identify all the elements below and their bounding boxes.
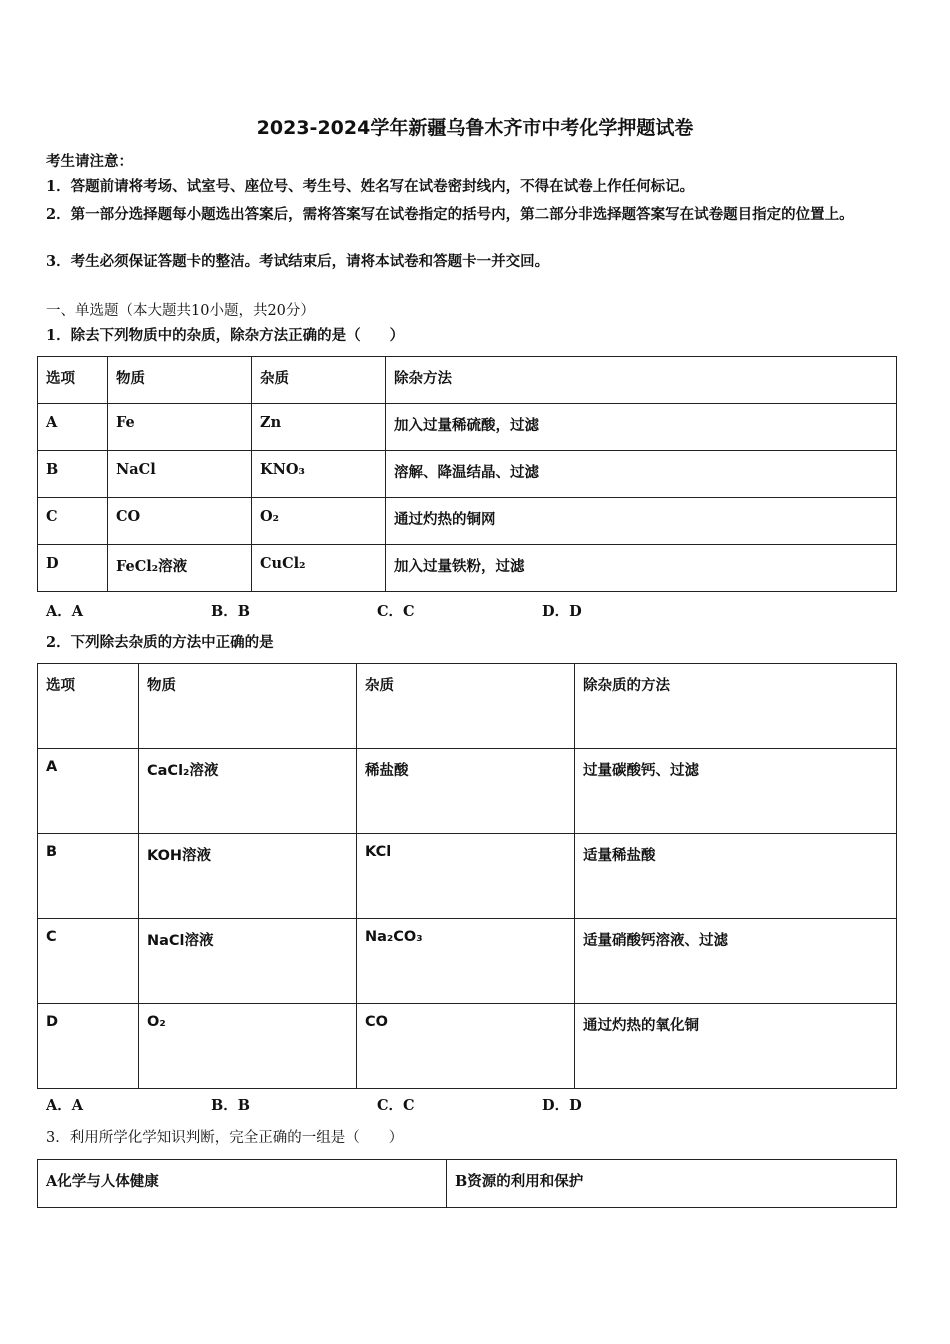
table-cell: Na₂CO₃ (357, 919, 575, 1004)
header-cell: 选项 (38, 664, 139, 749)
table-cell: Zn (252, 404, 386, 451)
table-cell: 适量硝酸钙溶液、过滤 (575, 919, 897, 1004)
table-cell: 稀盐酸 (357, 749, 575, 834)
option-c[interactable]: C．C (377, 1097, 415, 1114)
table-row (38, 545, 897, 592)
table-row (38, 404, 897, 451)
header-cell: 选项 (38, 357, 108, 404)
table-header-row (38, 357, 897, 404)
table-cell: B (38, 451, 108, 498)
section-heading: 一、单选题（本大题共10小题，共20分） (46, 303, 315, 319)
header-cell: 除杂质的方法 (575, 664, 897, 749)
option-d[interactable]: D．D (542, 1097, 582, 1114)
table-cell: 加入过量稀硫酸，过滤 (386, 404, 897, 451)
table-row (38, 1160, 897, 1208)
question-1-stem: 1．除去下列物质中的杂质，除杂方法正确的是（ ） (46, 327, 405, 344)
question-3-table (37, 1159, 897, 1208)
notice-label: 考生请注意： (46, 153, 133, 170)
notice-item-1: 1．答题前请将考场、试室号、座位号、考生号、姓名写在试卷密封线内，不得在试卷上作任何标记。 (46, 178, 695, 195)
option-c[interactable]: C．C (377, 603, 415, 620)
table-header-row (38, 664, 897, 749)
table-cell: FeCl₂溶液 (108, 545, 252, 592)
table-cell: O₂ (139, 1004, 357, 1089)
table-cell: A化学与人体健康 (38, 1160, 447, 1208)
notice-item-2: 2．第一部分选择题每小题选出答案后，需将答案写在试卷指定的括号内，第二部分非选择题答案写在试卷题目指定的位置上。 (46, 206, 854, 223)
table-cell: KCl (357, 834, 575, 919)
table-cell: CO (108, 498, 252, 545)
table-cell: 溶解、降温结晶、过滤 (386, 451, 897, 498)
table-cell: D (38, 1004, 139, 1089)
header-cell: 物质 (139, 664, 357, 749)
notice-item-3: 3．考生必须保证答题卡的整洁。考试结束后，请将本试卷和答题卡一并交回。 (46, 253, 550, 270)
table-cell: B (38, 834, 139, 919)
table-cell: CuCl₂ (252, 545, 386, 592)
header-cell: 杂质 (252, 357, 386, 404)
question-3-stem: 3．利用所学化学知识判断，完全正确的一组是（ ） (46, 1130, 404, 1146)
table-cell: NaCl (108, 451, 252, 498)
table-cell: C (38, 498, 108, 545)
table-cell: O₂ (252, 498, 386, 545)
option-d[interactable]: D．D (542, 603, 582, 620)
header-cell: 除杂方法 (386, 357, 897, 404)
table-cell: A (38, 404, 108, 451)
question-2-stem: 2．下列除去杂质的方法中正确的是 (46, 634, 274, 651)
table-cell: KNO₃ (252, 451, 386, 498)
page-title: 2023-2024学年新疆乌鲁木齐市中考化学押题试卷 (256, 117, 694, 139)
table-cell: D (38, 545, 108, 592)
table-cell: 加入过量铁粉，过滤 (386, 545, 897, 592)
table-cell: 过量碳酸钙、过滤 (575, 749, 897, 834)
header-cell: 物质 (108, 357, 252, 404)
option-a[interactable]: A．A (46, 1097, 84, 1114)
table-row (38, 1004, 897, 1089)
table-row (38, 749, 897, 834)
table-cell: 适量稀盐酸 (575, 834, 897, 919)
table-row (38, 451, 897, 498)
table-row (38, 498, 897, 545)
option-b[interactable]: B．B (211, 603, 251, 620)
question-2-table (37, 663, 897, 1089)
option-a[interactable]: A．A (46, 603, 84, 620)
option-b[interactable]: B．B (211, 1097, 251, 1114)
table-cell: A (38, 749, 139, 834)
table-cell: 通过灼热的氧化铜 (575, 1004, 897, 1089)
table-row (38, 834, 897, 919)
question-1-table (37, 356, 897, 592)
table-cell: B资源的利用和保护 (447, 1160, 897, 1208)
table-cell: Fe (108, 404, 252, 451)
table-row (38, 919, 897, 1004)
table-cell: CaCl₂溶液 (139, 749, 357, 834)
table-cell: 通过灼热的铜网 (386, 498, 897, 545)
table-cell: C (38, 919, 139, 1004)
header-cell: 杂质 (357, 664, 575, 749)
table-cell: NaCl溶液 (139, 919, 357, 1004)
table-cell: KOH溶液 (139, 834, 357, 919)
table-cell: CO (357, 1004, 575, 1089)
